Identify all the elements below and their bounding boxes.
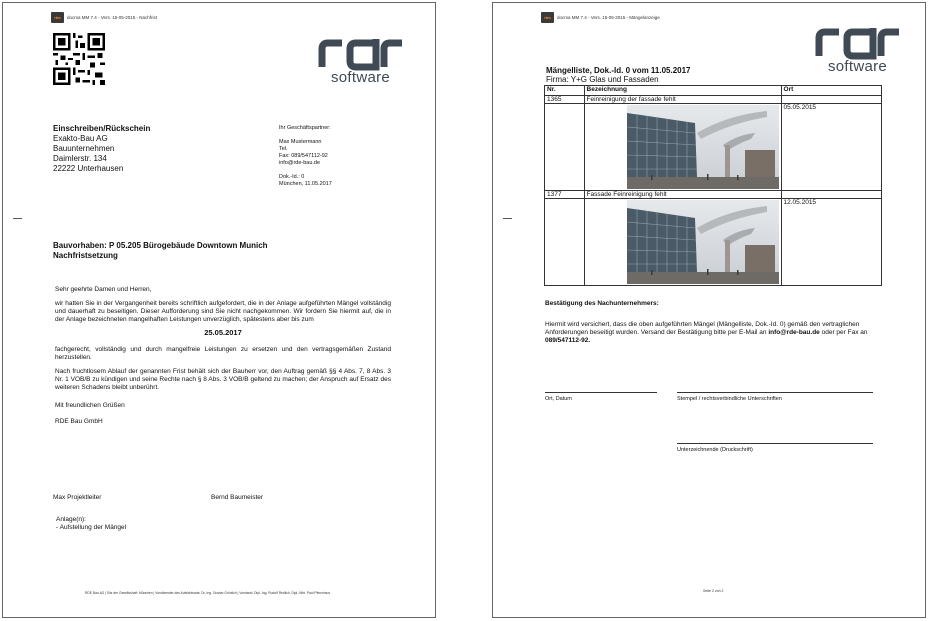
partner-fax: Fax: 089/547112-92: [279, 153, 328, 159]
subject-line: Bauvorhaben: P 05.205 Bürogebäude Downtown Munich: [53, 241, 268, 250]
fold-mark: [503, 218, 512, 219]
letter-body: [55, 286, 391, 426]
attachments: [56, 516, 126, 532]
signer-2: Bernd Baumeister: [211, 494, 264, 501]
app-icon: rtm: [541, 12, 554, 23]
confirm-heading: Bestätigung des Nachunternehmers:: [545, 300, 659, 307]
partner-name: Max Mustermann: [279, 139, 322, 145]
row-desc: Fassade Feinreinigung fehlt: [584, 191, 781, 199]
header-ort: Ort: [781, 86, 881, 96]
row-blank: [781, 191, 881, 199]
confirm-text: [545, 321, 883, 345]
header-nr: Nr.: [545, 86, 585, 96]
subject: [53, 241, 393, 261]
header-desc: Bezeichnung: [584, 86, 781, 96]
confirm-fax: 089/547112-92.: [545, 337, 591, 344]
sig-label-stamp: Stempel / rechtsverbindliche Unterschriften: [677, 396, 782, 402]
building-photo-icon: [627, 200, 779, 284]
rdr-logo-icon: [318, 39, 403, 71]
sig-label-print: Unterzeichnende (Druckschrift): [677, 447, 753, 453]
recipient-line: Bauunternehmen: [53, 144, 115, 153]
attachment-item: - Aufstellung der Mängel: [56, 524, 127, 531]
header-text: docma MM 7.4 - Vers. 15-05-2015 - Mängelanzeige: [557, 15, 660, 20]
defect-table: [544, 85, 882, 286]
signature-line-print: [677, 443, 873, 444]
partner-block: [279, 125, 409, 188]
confirm-text-2: oder per Fax an: [821, 329, 868, 336]
row-blank: [781, 96, 881, 104]
signature-line-stamp: [677, 392, 873, 393]
app-icon: rtm: [51, 12, 64, 23]
row-blank: [545, 104, 585, 191]
paragraph: fachgerecht, vollständig und durch mangelfreie Leistungen zu ersetzen und den vertragsgemäßen Zustand herzustellen.: [55, 346, 391, 361]
subject-line: Nachfristsetzung: [53, 251, 118, 260]
table-row: [545, 191, 882, 199]
recipient-line: Exakto-Bau AG: [53, 134, 108, 143]
list-title: Mängelliste, Dok.-Id. 0 vom 11.05.2017: [546, 66, 691, 75]
paragraph: Nach fruchtlosem Ablauf der genannten Frist behält sich der Bauherr vor, den Auftrag gemäß §§ 4 Abs. 7, 8 Abs. 3 Nr. 1 VOB/B zu kündigen und seine Rechte nach § 8 Abs. 3 VOB/B geltend zu machen; der Anspruch auf Ersatz des weiteren Schadens bleibt unberührt.: [55, 368, 391, 391]
attachment-label: Anlage(n):: [56, 516, 86, 523]
table-row: [545, 96, 882, 104]
row-desc: Feinreinigung der fassade fehlt: [584, 96, 781, 104]
table-row-photo: [545, 104, 882, 191]
fold-mark: [13, 218, 22, 219]
signer-1: Max Projektleiter: [53, 494, 102, 501]
building-photo-icon: [627, 105, 779, 189]
qr-code-icon: [53, 33, 105, 85]
deadline-date: 25.05.2017: [204, 328, 242, 337]
logo-subtitle: software: [827, 58, 888, 75]
recipient-line: Daimlerstr. 134: [53, 154, 107, 163]
row-nr: 1365: [545, 96, 585, 104]
greeting: Sehr geehrte Damen und Herren,: [55, 286, 152, 293]
recipient-line: Einschreiben/Rückschein: [53, 124, 151, 133]
letter-page: [2, 2, 436, 618]
row-blank: [545, 199, 585, 286]
header-text: docma MM 7.4 - Vers. 15-05-2015 - Nachfrist: [67, 15, 158, 20]
confirm-email: info@rde-bau.de: [768, 329, 820, 336]
paragraph: wir hatten Sie in der Vergangenheit bereits schriftlich aufgefordert, die in der Anlage aufgeführten Mängel vollständig und dauerhaft zu beseitigen. Dieser Aufforderung sind Sie nicht nachgekommen. Wir fordern Sie hiermit auf, die in der Anlage bezeichneten mangelhaften Leistungen unverzüglich, spätestens aber bis zum: [55, 300, 391, 323]
page-number: Seite 2 von 2: [703, 589, 724, 593]
footer-text: RDE Bau AG | Sitz der Gesellschaft: München | Vorsitzender des Aufsichtsrats: Dr.-Ing. Gustav Grünlich | Vorstand: Dipl.-Ing. Rudolf Redlich, Dipl.-Wirt. Paul Pfennimus: [85, 591, 330, 595]
company-name: RDE Bau GmbH: [55, 418, 103, 425]
row-date: 05.05.2015: [781, 104, 881, 191]
rdr-software-logo: [318, 39, 403, 86]
partner-tel: Tel.: [279, 146, 288, 152]
rdr-software-logo: [815, 28, 900, 75]
table-header: [545, 86, 882, 96]
defect-list-page: [492, 2, 926, 618]
signature-line-place: [545, 392, 657, 393]
row-nr: 1377: [545, 191, 585, 199]
table-row-photo: [545, 199, 882, 286]
photo-cell: [584, 199, 781, 286]
row-date: 12.05.2015: [781, 199, 881, 286]
partner-heading: Ihr Geschäftspartner:: [279, 125, 331, 131]
photo-cell: [584, 104, 781, 191]
sig-label-place: Ort, Datum: [545, 396, 572, 402]
closing: Mit freundlichen Grüßen: [55, 402, 125, 409]
letter-date: München, 11.05.2017: [279, 181, 332, 187]
logo-subtitle: software: [330, 69, 391, 86]
confirm-text-1: Hiermit wird versichert, dass die oben aufgeführten Mängel (Mängelliste, Dok.-Id. 0) gemäß den vertraglichen Anforderungen beseitigt wurden. Versand der Bestätigung bitte per E-Mail an: [545, 321, 860, 336]
recipient-line: 22222 Unterhausen: [53, 164, 124, 173]
partner-email: info@rde-bau.de: [279, 160, 321, 166]
document-id: Dok.-Id.: 0: [279, 174, 305, 180]
recipient-address: [53, 124, 253, 174]
firm-name: Firma: Y+G Glas und Fassaden: [546, 75, 659, 84]
rdr-logo-icon: [815, 28, 900, 60]
